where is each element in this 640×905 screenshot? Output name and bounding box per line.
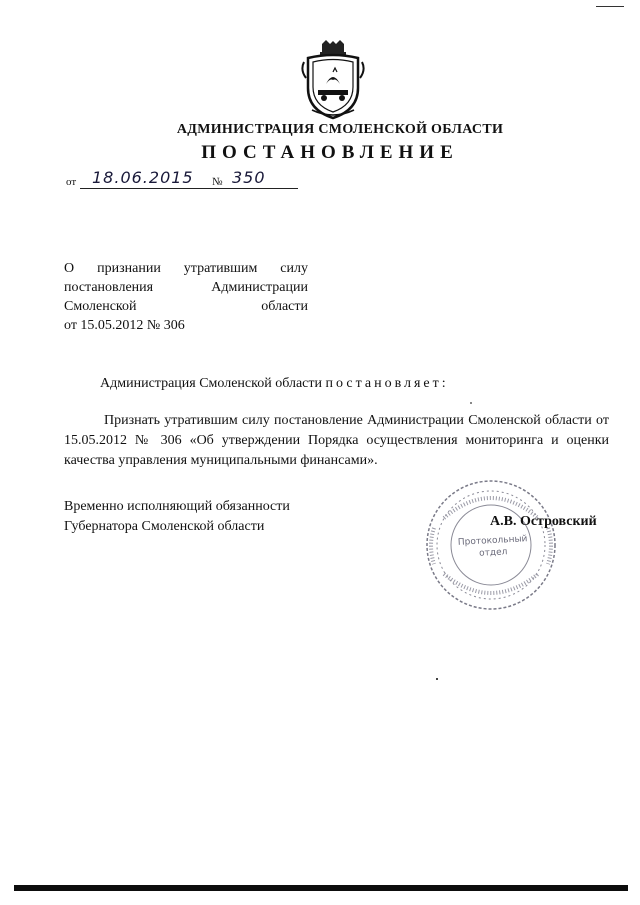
subject-block (64, 259, 308, 335)
body-paragraph (64, 411, 609, 471)
scan-speck (436, 678, 438, 680)
subject-line: О признании утратившим силу (64, 261, 308, 276)
signer-title-line: Временно исполняющий обязанности (64, 499, 290, 514)
scan-bottom-edge (14, 885, 628, 891)
subject-line: постановления Администрации (64, 280, 308, 295)
document-type-title: ПОСТАНОВЛЕНИЕ (201, 142, 459, 163)
number-underline (224, 188, 298, 189)
scan-edge-mark (596, 6, 624, 7)
signer-title-line: Губернатора Смоленской области (64, 519, 265, 534)
subject-line: Смоленской области (64, 299, 308, 314)
number-prefix: № (212, 176, 223, 188)
signer-title (64, 497, 290, 537)
subject-line: от 15.05.2012 № 306 (64, 318, 185, 333)
handwritten-date: 18.06.2015 (92, 168, 194, 187)
organization-name: АДМИНИСТРАЦИЯ СМОЛЕНСКОЙ ОБЛАСТИ (176, 122, 504, 137)
body-paragraph-text: Признать утратившим силу постановление Администрации Смоленской области от 15.05.2012 № 306 «Об утверждении Порядка осуществления мониторинга и оценки качества управления муниципальными финансами». (64, 413, 609, 468)
handwritten-number: 350 (232, 168, 266, 187)
signer-name: А.В. Островский (490, 514, 597, 529)
preamble (100, 376, 449, 392)
preamble-text: Администрация Смоленской области (100, 376, 323, 391)
coat-of-arms-icon (300, 40, 366, 120)
registration-row (66, 168, 306, 192)
stamp-inner-line: Протокольный (457, 534, 528, 548)
stamp-inner-text (452, 533, 533, 561)
stamp-inner-line: отдел (478, 547, 508, 559)
scan-speck (470, 402, 472, 404)
preamble-verb: постановляет: (325, 376, 449, 391)
date-prefix: от (66, 176, 77, 188)
